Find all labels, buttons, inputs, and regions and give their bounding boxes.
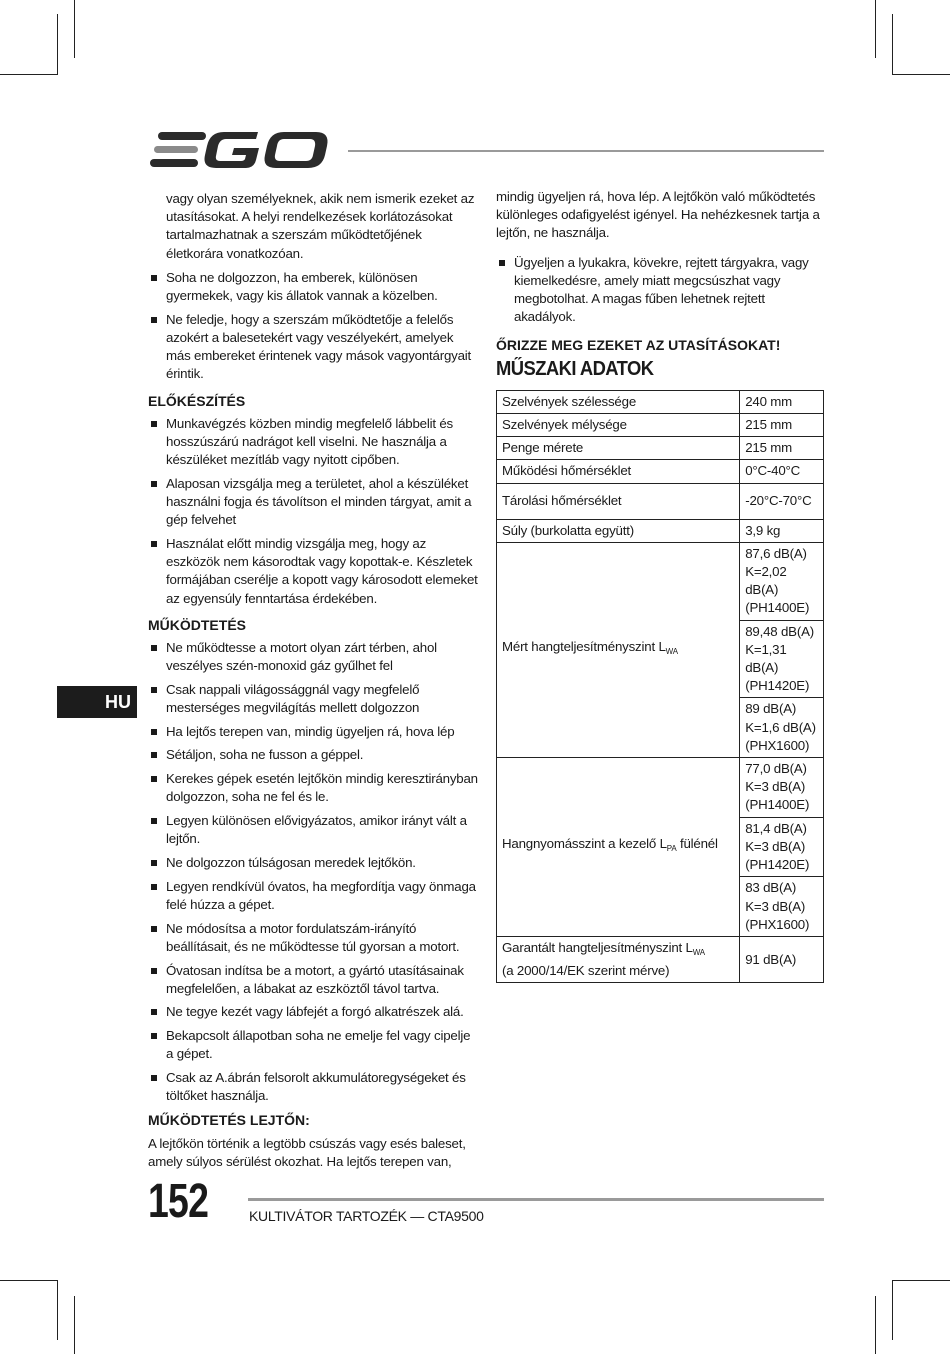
lwa-subscript: WA xyxy=(665,647,678,657)
table-cell: Szelvények mélysége xyxy=(497,414,740,437)
table-cell: 91 dB(A) xyxy=(740,936,824,982)
table-cell: Penge mérete xyxy=(497,437,740,460)
list-item xyxy=(496,254,826,327)
crop-mark xyxy=(74,0,75,58)
table-cell: 215 mm xyxy=(740,437,824,460)
bullet-square-icon xyxy=(151,481,157,487)
list-item-text: Óvatosan indítsa be a motort, a gyártó utasításainak megfelelően, a lábakat az eszköztől távol tartva. xyxy=(166,962,464,996)
prep-bullets xyxy=(148,415,478,608)
list-item xyxy=(148,475,478,530)
crop-mark xyxy=(74,1296,75,1354)
table-cell: Működési hőmérséklet xyxy=(497,460,740,483)
list-item-text: Bekapcsolt állapotban soha ne emelje fel vagy cipelje a gépet. xyxy=(166,1028,471,1062)
table-row xyxy=(497,414,824,437)
table-cell: -20°C-70°C xyxy=(740,483,824,519)
lpa-label-suffix: fülénél xyxy=(676,836,718,852)
list-item xyxy=(148,535,478,608)
list-item-text: Sétáljon, soha ne fusson a géppel. xyxy=(166,747,364,763)
table-cell-lwa-label xyxy=(497,542,740,757)
table-cell-lpa-label xyxy=(497,758,740,937)
table-cell: 83 dB(A) K=3 dB(A) (PHX1600) xyxy=(740,877,824,937)
table-cell: Tárolási hőmérséklet xyxy=(497,483,740,519)
list-item-text: Legyen különösen elővigyázatos, amikor irányt vált a lejtőn. xyxy=(166,813,467,847)
crop-mark xyxy=(0,74,58,75)
list-item-text: Ne működtesse a motort olyan zárt térben, ahol veszélyes szén-monoxid gáz gyűlhet fel xyxy=(166,639,437,674)
bullet-square-icon xyxy=(151,1033,157,1039)
bullet-square-icon xyxy=(151,687,157,693)
crop-mark xyxy=(892,1280,893,1340)
list-item-text: Munkavégzés közben mindig megfelelő lábbelit és hosszúszárú nadrágot kell viselni. Ne használja a készüléket mezítláb vagy nyitott cipőben. xyxy=(166,415,453,468)
table-row xyxy=(497,390,824,413)
crop-mark xyxy=(57,14,58,74)
list-item-text: Kerekes gépek esetén lejtőkön mindig keresztirányban dolgozzon, soha ne fel és le. xyxy=(166,771,478,805)
list-item xyxy=(148,681,478,717)
table-cell: Szelvények szélessége xyxy=(497,390,740,413)
specs-heading: MŰSZAKI ADATOK xyxy=(496,357,654,380)
bullet-square-icon xyxy=(151,317,157,323)
table-row xyxy=(497,519,824,542)
list-item xyxy=(148,920,478,956)
guaranteed-label-note: (a 2000/14/EK szerint mérve) xyxy=(502,963,670,979)
list-item xyxy=(148,311,478,384)
table-cell: 81,4 dB(A) K=3 dB(A) (PH1420E) xyxy=(740,817,824,877)
intro-bullets xyxy=(148,269,478,384)
lwa-label: Mért hangteljesítményszint L xyxy=(502,639,666,655)
list-item xyxy=(148,746,478,764)
bullet-square-icon xyxy=(151,776,157,782)
table-row xyxy=(497,460,824,483)
list-item xyxy=(148,878,478,914)
slope-continuation: mindig ügyeljen rá, hova lép. A lejtőkön való működtetés különleges odafigyelést igényel. Ha nehézkesnek tartja a lejtőn, ne használja. xyxy=(496,189,820,241)
bullet-square-icon xyxy=(151,968,157,974)
crop-mark xyxy=(892,14,893,74)
bullet-square-icon xyxy=(151,275,157,281)
list-item-text: Csak nappali világossággnál vagy megfelelő mesterséges megvilágítás mellett dolgozzon xyxy=(166,681,420,716)
table-cell: 89,48 dB(A) K=1,31 dB(A) (PH1420E) xyxy=(740,620,824,698)
table-cell: Súly (burkolatta együtt) xyxy=(497,519,740,542)
slope-paragraph: A lejtőkön történik a legtöbb csúszás vagy esés baleset, amely súlyos sérülést okozhat. Ha lejtős terepen van, xyxy=(148,1136,466,1170)
table-cell: 77,0 dB(A) K=3 dB(A) (PH1400E) xyxy=(740,758,824,818)
list-item xyxy=(148,1003,478,1021)
bullet-square-icon xyxy=(151,818,157,824)
table-row xyxy=(497,542,824,620)
language-tab: HU xyxy=(57,686,137,718)
right-column xyxy=(496,188,826,983)
section-heading-preparation: ELŐKÉSZÍTÉS xyxy=(148,392,246,409)
list-item xyxy=(148,854,478,872)
list-item xyxy=(148,269,478,305)
bullet-square-icon xyxy=(499,260,505,266)
bullet-square-icon xyxy=(151,860,157,866)
bullet-square-icon xyxy=(151,926,157,932)
left-column xyxy=(148,188,478,1172)
intro-continuation: vagy olyan személyeknek, akik nem ismerik ezeket az utasításokat. A helyi rendelkezések korlátozásokat tartalmazhatnak a szerszám működtetőjének életkorára vonatkozóan. xyxy=(166,191,475,261)
bullet-square-icon xyxy=(151,1009,157,1015)
table-cell: 87,6 dB(A) K=2,02 dB(A) (PH1400E) xyxy=(740,542,824,620)
list-item xyxy=(148,723,478,741)
table-row xyxy=(497,936,824,982)
list-item xyxy=(148,812,478,848)
list-item xyxy=(148,962,478,998)
list-item-text: Csak az A.ábrán felsorolt akkumulátoregységeket és töltőket használja. xyxy=(166,1070,466,1104)
footer-rule xyxy=(248,1198,824,1201)
table-cell: 240 mm xyxy=(740,390,824,413)
section-heading-slope: MŰKÖDTETÉS LEJTŐN: xyxy=(148,1111,310,1128)
list-item xyxy=(148,639,478,675)
crop-mark xyxy=(892,74,950,75)
bullet-square-icon xyxy=(151,729,157,735)
table-row xyxy=(497,758,824,818)
keep-instructions-heading: ŐRIZZE MEG EZEKET AZ UTASÍTÁSOKAT! xyxy=(496,337,781,354)
list-item-text: Alaposan vizsgálja meg a területet, ahol a készüléket használni fogja és távolítson el minden tárgyat, amit a gép felvehet xyxy=(166,475,472,528)
lpa-subscript: PA xyxy=(666,844,677,854)
table-cell: 89 dB(A) K=1,6 dB(A) (PHX1600) xyxy=(740,698,824,758)
list-item-text: Ne módosítsa a motor fordulatszám-irányító beállításait, és ne működtesse túl gyorsan a motort. xyxy=(166,920,460,954)
guaranteed-label: Garantált hangteljesítményszint L xyxy=(502,939,693,955)
op-bullets xyxy=(148,639,478,1105)
list-item-text: Ügyeljen a lyukakra, kövekre, rejtett tárgyakra, vagy kiemelkedésre, amely miatt megcsúszhat vagy megbotolhat. A magas fűben lehetnek rejtett akadályok. xyxy=(514,254,809,325)
section-heading-operation: MŰKÖDTETÉS xyxy=(148,616,246,633)
bullet-square-icon xyxy=(151,645,157,651)
list-item xyxy=(148,1027,478,1063)
ego-logo xyxy=(150,128,332,174)
table-cell: 215 mm xyxy=(740,414,824,437)
crop-mark xyxy=(892,1280,950,1281)
list-item-text: Ne dolgozzon túlságosan meredek lejtőkön. xyxy=(166,855,416,870)
bullet-square-icon xyxy=(151,541,157,547)
crop-mark xyxy=(57,1280,58,1340)
bullet-square-icon xyxy=(151,884,157,890)
crop-mark xyxy=(875,1296,876,1354)
lpa-label: Hangnyomásszint a kezelő L xyxy=(502,836,667,852)
page-number: 152 xyxy=(148,1175,209,1228)
table-cell-guaranteed-label xyxy=(497,936,740,982)
table-cell: 3,9 kg xyxy=(740,519,824,542)
list-item xyxy=(148,770,478,806)
table-cell: 0°C-40°C xyxy=(740,460,824,483)
list-item-text: Soha ne dolgozzon, ha emberek, különösen gyermekek, vagy kis állatok vannak a közelben. xyxy=(166,269,438,304)
bullet-square-icon xyxy=(151,421,157,427)
slope-bullets xyxy=(496,254,826,327)
list-item-text: Ha lejtős terepen van, mindig ügyeljen rá, hova lép xyxy=(166,723,455,739)
list-item-text: Ne feledje, hogy a szerszám működtetője a felelős azokért a balesetekért vagy veszélyekért, amelyek más embereket érintenek vagy mások vagyontárgyait érintik. xyxy=(166,311,472,382)
bullet-square-icon xyxy=(151,1075,157,1081)
crop-mark xyxy=(0,1280,58,1281)
list-item xyxy=(148,415,478,470)
list-item-text: Ne tegye kezét vagy lábfejét a forgó alkatrészek alá. xyxy=(166,1004,464,1020)
list-item xyxy=(148,1069,478,1105)
specs-table xyxy=(496,390,824,983)
table-row xyxy=(497,437,824,460)
list-item-text: Legyen rendkívül óvatos, ha megfordítja vagy önmaga felé húzza a gépet. xyxy=(166,878,476,912)
list-item-text: Használat előtt mindig vizsgálja meg, hogy az eszközök nem kásorodtak vagy kopottak-e. Készletek formájában cserélje a kopott vagy károsodott elemeket az egyensúly fenntartása érdekében. xyxy=(166,535,478,606)
footer-title: KULTIVÁTOR TARTOZÉK — CTA9500 xyxy=(249,1208,484,1224)
guaranteed-subscript: WA xyxy=(692,947,705,957)
bullet-square-icon xyxy=(151,752,157,758)
table-row xyxy=(497,483,824,519)
header-rule xyxy=(348,150,824,152)
crop-mark xyxy=(875,0,876,58)
